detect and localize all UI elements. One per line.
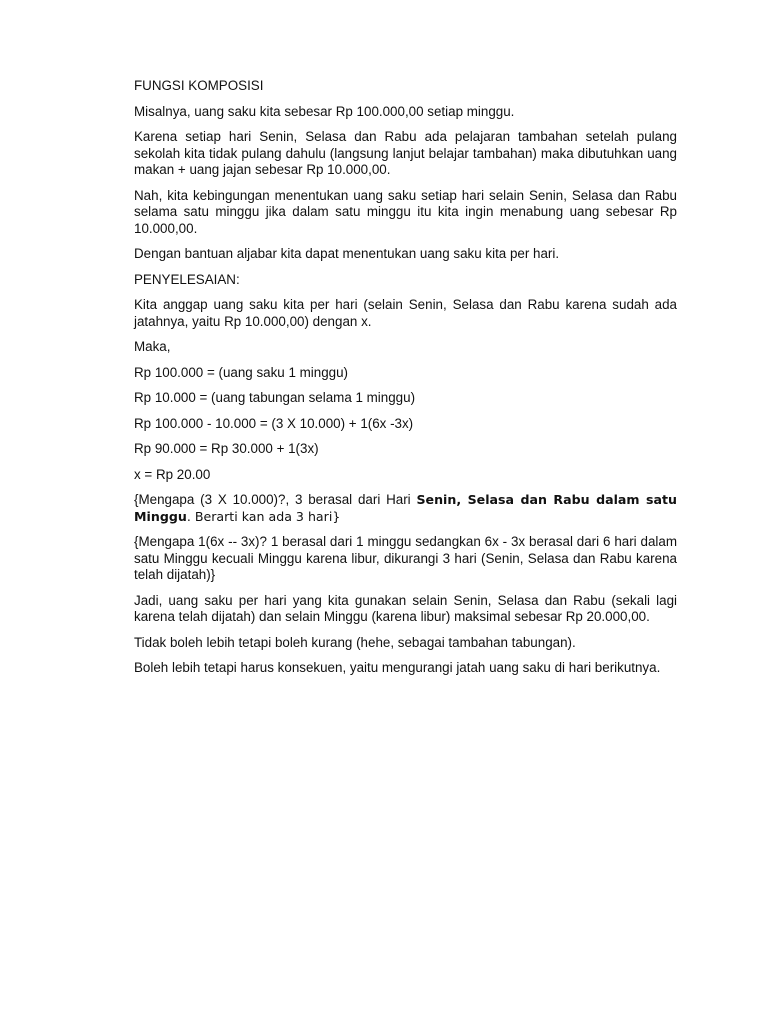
equation-3: Rp 100.000 - 10.000 = (3 X 10.000) + 1(6x -3x) [134,415,414,431]
document-title: FUNGSI KOMPOSISI [134,78,264,93]
equation-2: Rp 10.000 = (uang tabungan selama 1 minggu) [134,390,416,405]
paragraph-extra-lessons: Karena setiap hari Senin, Selasa dan Rabu ada pelajaran tambahan setelah pulang sekolah kita tidak pulang dahulu (langsung lanjut belajar tambahan) maka dibutuhkan uang makan + uang jajan sebesar Rp 10.000,00. [134,129,677,177]
paragraph-algebra: Dengan bantuan aljabar kita dapat menentukan uang saku kita per hari. [134,246,560,261]
equation-1: Rp 100.000 = (uang saku 1 minggu) [134,364,349,380]
note-one-week: {Mengapa 1(6x -- 3x)? 1 berasal dari 1 minggu sedangkan 6x - 3x berasal dari 6 hari dalam satu Minggu kecuali Minggu karena libur, dikurangi 3 hari (Senin, Selasa dan Rabu karena telah dijatah)} [134,534,677,582]
note-three-days-bold: Senin, Selasa dan Rabu dalam satu Minggu [134,492,677,524]
paragraph-consequence: Boleh lebih tetapi harus konsekuen, yaitu mengurangi jatah uang saku di hari berikutnya. [134,660,661,675]
note-three-days-prefix: {Mengapa (3 X 10.000)?, 3 berasal dari Hari [134,492,417,507]
paragraph-pocket-money: Misalnya, uang saku kita sebesar Rp 100.000,00 setiap minggu. [134,103,515,119]
document-body [134,78,677,686]
equation-4: Rp 90.000 = Rp 30.000 + 1(3x) [134,441,319,456]
paragraph-assumption: Kita anggap uang saku kita per hari (selain Senin, Selasa dan Rabu karena sudah ada jatahnya, yaitu Rp 10.000,00) dengan x. [134,297,677,329]
paragraph-not-more: Tidak boleh lebih tetapi boleh kurang (hehe, sebagai tambahan tabungan). [134,634,576,650]
paragraph-conclusion: Jadi, uang saku per hari yang kita gunakan selain Senin, Selasa dan Rabu (sekali lagi karena telah dijatah) dan selain Minggu (karena libur) maksimal sebesar Rp 20.000,00. [134,592,677,624]
note-three-days [134,492,677,525]
paragraph-problem: Nah, kita kebingungan menentukan uang saku setiap hari selain Senin, Selasa dan Rabu selama satu minggu jika dalam satu minggu itu kita ingin menabung uang sebesar Rp 10.000,00. [134,187,677,236]
note-three-days-suffix: . Berarti kan ada 3 hari} [186,508,341,524]
solution-heading: PENYELESAIAN: [134,271,240,287]
equation-5: x = Rp 20.00 [134,466,211,482]
paragraph-maka: Maka, [134,339,171,354]
